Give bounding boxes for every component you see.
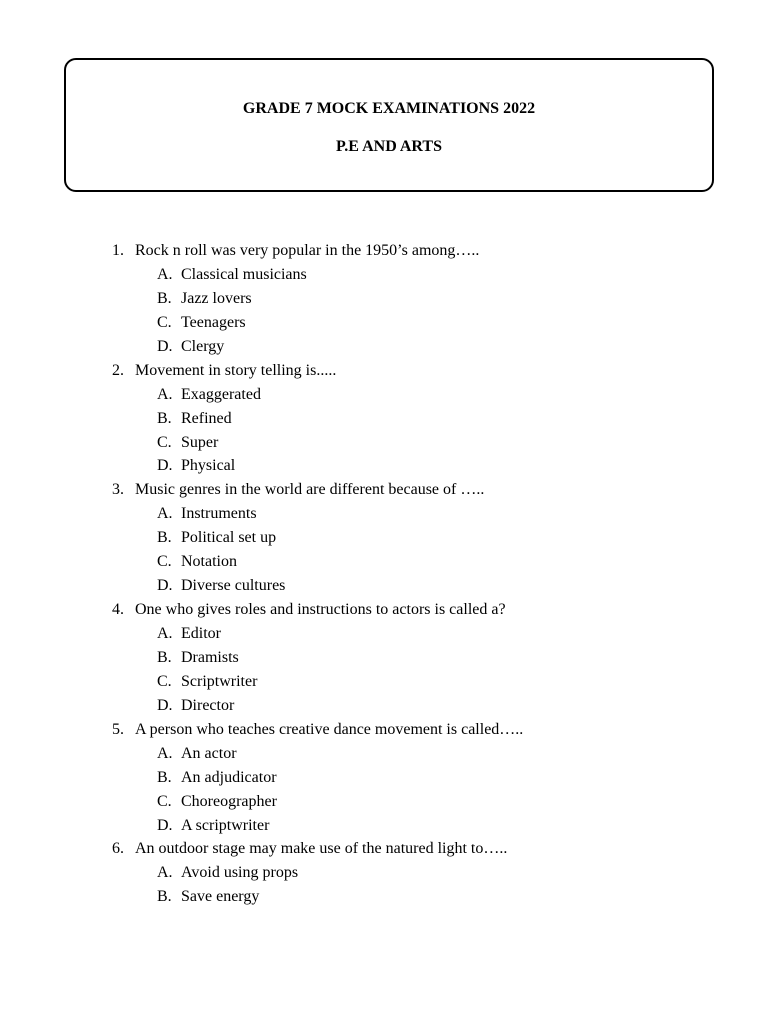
option-text: Jazz lovers <box>181 289 252 307</box>
option-text: Political set up <box>181 529 277 547</box>
option-letter: B. <box>157 648 172 666</box>
answer-option <box>112 383 732 407</box>
option-letter: D. <box>157 577 173 595</box>
answer-option <box>112 622 732 646</box>
answer-option <box>112 407 732 431</box>
option-letter: A. <box>157 744 173 762</box>
question-number: 4. <box>112 601 124 619</box>
question-text: Music genres in the world are different because of ….. <box>135 481 485 499</box>
answer-option <box>112 526 732 550</box>
answer-option <box>112 454 732 478</box>
question-text: A person who teaches creative dance movement is called….. <box>135 720 524 738</box>
option-text: An actor <box>181 744 237 762</box>
answer-option <box>112 646 732 670</box>
answer-option <box>112 263 732 287</box>
option-text: Teenagers <box>181 313 246 331</box>
answer-option <box>112 431 732 455</box>
answer-option <box>112 861 732 885</box>
option-text: Super <box>181 433 219 451</box>
option-letter: C. <box>157 792 172 810</box>
option-text: Scriptwriter <box>181 672 258 690</box>
option-letter: A. <box>157 385 173 403</box>
answer-option <box>112 742 732 766</box>
option-text: Dramists <box>181 648 239 666</box>
option-letter: A. <box>157 864 173 882</box>
exam-title: GRADE 7 MOCK EXAMINATIONS 2022 <box>242 100 536 117</box>
option-letter: A. <box>157 505 173 523</box>
option-letter: D. <box>157 816 173 834</box>
option-text: Refined <box>181 409 232 427</box>
option-letter: C. <box>157 313 172 331</box>
answer-option <box>112 694 732 718</box>
option-letter: D. <box>157 457 173 475</box>
option-text: Director <box>181 696 235 714</box>
question-number: 1. <box>112 242 124 259</box>
answer-option <box>112 790 732 814</box>
option-text: Clergy <box>181 337 225 355</box>
question-text: Rock n roll was very popular in the 1950’s among….. <box>135 242 480 259</box>
option-text: Choreographer <box>181 792 277 810</box>
question-item <box>112 239 732 263</box>
option-letter: A. <box>157 265 173 283</box>
exam-subject: P.E AND ARTS <box>336 138 442 155</box>
question-text: Movement in story telling is..... <box>135 361 337 379</box>
answer-option <box>112 885 732 909</box>
option-letter: A. <box>157 625 173 642</box>
option-text: An adjudicator <box>181 768 277 786</box>
option-letter: C. <box>157 553 172 571</box>
question-item <box>112 478 732 502</box>
question-item <box>112 359 732 383</box>
option-text: Exaggerated <box>181 385 261 403</box>
option-letter: B. <box>157 289 172 307</box>
question-list <box>112 239 732 909</box>
answer-option <box>112 550 732 574</box>
answer-option <box>112 814 732 838</box>
option-text: Classical musicians <box>181 265 307 283</box>
question-number: 6. <box>112 840 124 858</box>
question-text: One who gives roles and instructions to actors is called a? <box>135 601 506 619</box>
option-letter: B. <box>157 888 172 906</box>
answer-option <box>112 311 732 335</box>
option-letter: B. <box>157 409 172 427</box>
option-text: Editor <box>181 625 221 642</box>
answer-option <box>112 287 732 311</box>
option-letter: C. <box>157 433 172 451</box>
option-letter: D. <box>157 337 173 355</box>
option-text: Avoid using props <box>181 864 299 882</box>
exam-title-box <box>64 58 714 192</box>
question-number: 3. <box>112 481 124 499</box>
option-text: Instruments <box>181 505 257 523</box>
answer-option <box>112 670 732 694</box>
option-text: A scriptwriter <box>181 816 270 834</box>
question-item <box>112 837 732 861</box>
answer-option <box>112 766 732 790</box>
option-letter: B. <box>157 529 172 547</box>
question-item <box>112 718 732 742</box>
option-text: Diverse cultures <box>181 577 286 595</box>
option-text: Physical <box>181 457 236 475</box>
question-number: 5. <box>112 720 124 738</box>
question-item <box>112 598 732 622</box>
option-letter: D. <box>157 696 173 714</box>
answer-option <box>112 502 732 526</box>
option-text: Save energy <box>181 888 260 906</box>
question-number: 2. <box>112 361 124 379</box>
question-text: An outdoor stage may make use of the natured light to….. <box>135 840 508 858</box>
option-letter: B. <box>157 768 172 786</box>
answer-option <box>112 574 732 598</box>
option-text: Notation <box>181 553 237 571</box>
answer-option <box>112 335 732 359</box>
option-letter: C. <box>157 672 172 690</box>
